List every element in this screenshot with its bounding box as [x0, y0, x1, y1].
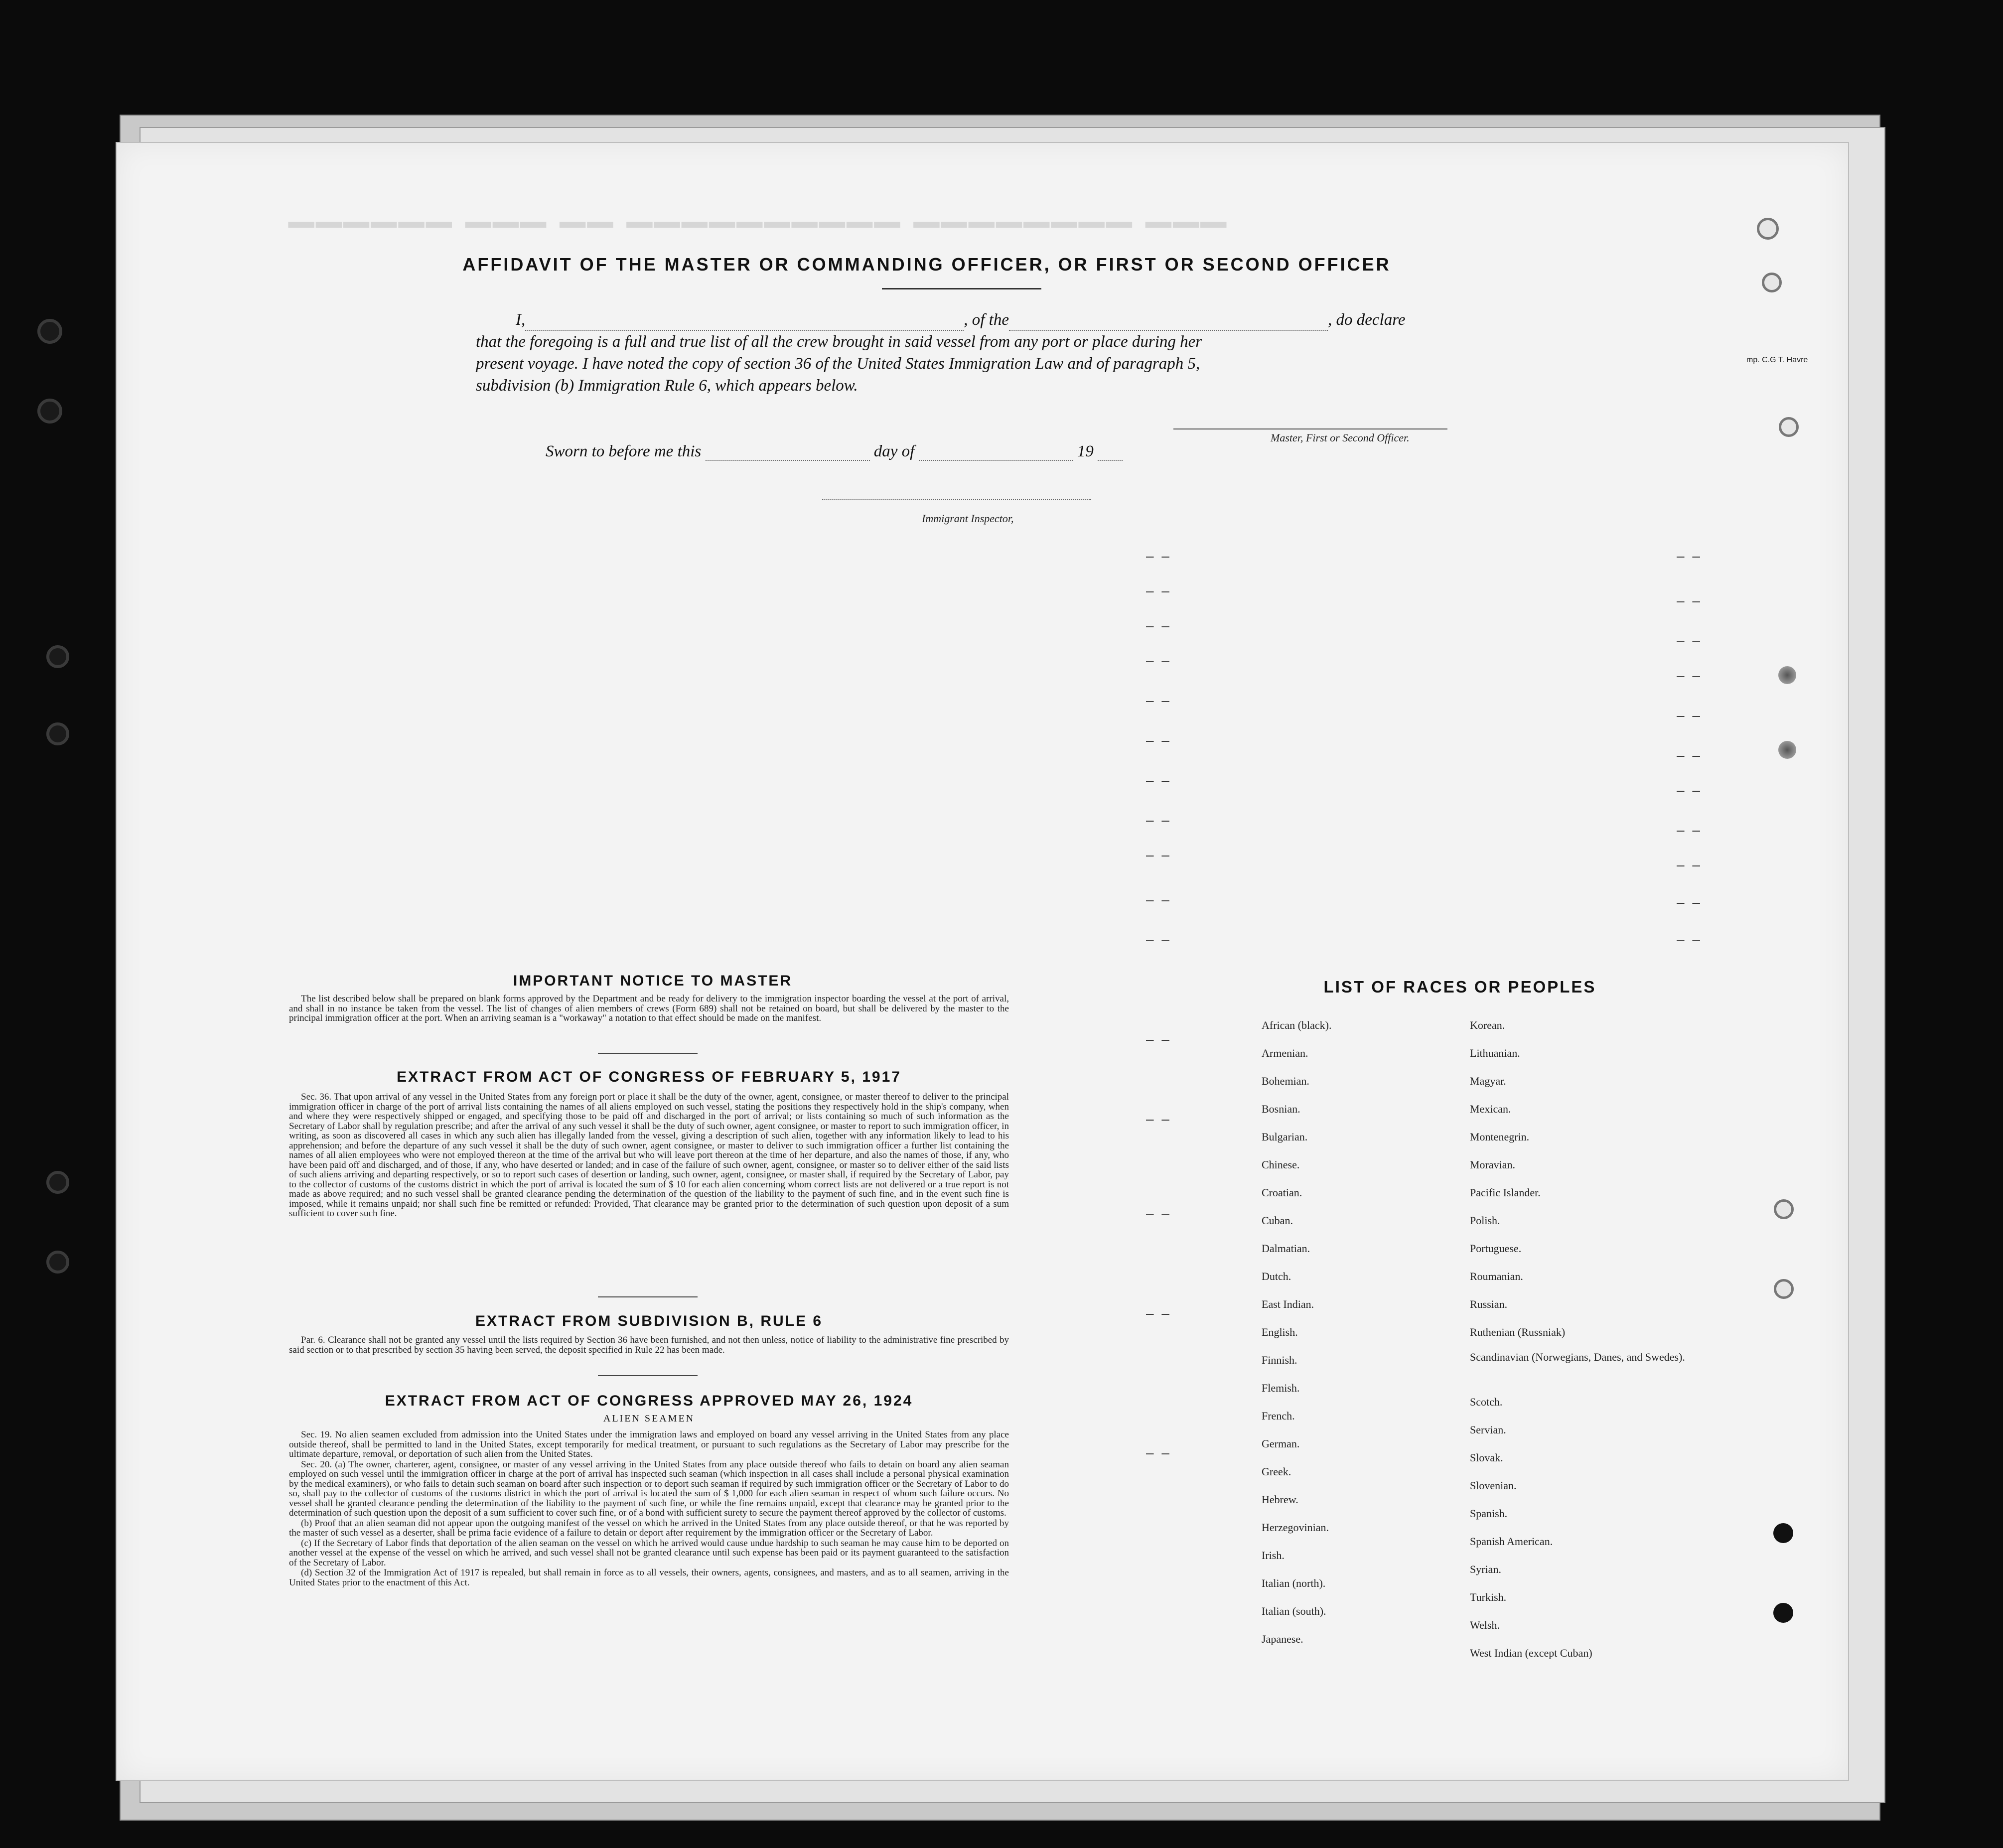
vessel-field[interactable] — [1009, 313, 1328, 331]
ditto-mark: – – — [1677, 633, 1702, 648]
binder-hole — [46, 1251, 69, 1274]
race-item: East Indian. — [1262, 1298, 1314, 1310]
day-field[interactable] — [706, 443, 870, 461]
ditto-mark: – – — [1146, 772, 1171, 788]
notice-text — [289, 994, 1009, 1024]
extract-1917-paragraph: Sec. 36. That upon arrival of any vessel in the United States from any foreign port or place it shall be the duty of the owner, agent, consignee, or master thereof to deliver to the principal immigration officer in charge of the port of arrival lists containing the names of all aliens employed on such vessel, stating the positions they respectively hold in the ship's company, when and where they were respectively shipped or engaged, and specifying those to be paid off and discharged in the port of arrival; or lists containing so much of such information as the Secretary of Labor shall by regulation prescribe; and after the arrival of any such vessel it shall be the duty of such owner, agent consignee, or master to report to such immigration officer, in writing, as soon as discovered all cases in which any such alien has illegally landed from the vessel, giving a description of such alien, together with any information likely to lead to his apprehension; and before the departure of any such vessel it shall be the duty of such owner, agent consignee, or master to deliver to such immigration officer a further list containing the names of all alien employees who were not employed thereon at the time of the arrival but who will leave port thereon at the time of her departure, and also the names of those, if any, who have been paid off and discharged, and of those, if any, who have deserted or landed; and in case of the failure of such owner, agent, consignee, or master so to deliver either of the said lists of such aliens arriving and departing respectively, or so to report such cases of desertion or landing, such owner, agent, consignee, or master shall, if required by the Secretary of Labor, pay to the collector of customs of the customs district in which the port of arrival is located the sum of $ 10 for each alien concerning whom correct lists are not delivered or a true report is not made as above required; and no such vessel shall be granted clearance pending the determination of the question of the liability to the payment of such fine, and in the event such fine is imposed, while it remains unpaid; nor shall such fine be remitted or refunded: Provided, That clearance may be granted prior to the determination of such question upon deposit of a sum sufficient to cover such fine. — [289, 1092, 1009, 1219]
race-item: Portuguese. — [1470, 1242, 1522, 1255]
extract-1917-title: EXTRACT FROM ACT OF CONGRESS OF FEBRUARY 5, 1917 — [397, 1069, 901, 1085]
declaration-do-declare: , do declare — [1327, 311, 1406, 329]
punch-hole — [1778, 666, 1796, 684]
race-item: Cuban. — [1262, 1214, 1293, 1227]
race-item: Hebrew. — [1262, 1493, 1298, 1506]
divider — [882, 288, 1041, 289]
affidavit-title: AFFIDAVIT OF THE MASTER OR COMMANDING OFFICER, OR FIRST OR SECOND OFFICER — [462, 254, 1391, 275]
ditto-mark: – – — [1677, 822, 1702, 838]
punch-hole — [1762, 273, 1782, 292]
rule6-title: EXTRACT FROM SUBDIVISION B, RULE 6 — [475, 1313, 823, 1329]
ditto-mark: – – — [1677, 894, 1702, 910]
ditto-mark: – – — [1677, 668, 1702, 683]
sworn-statement — [546, 442, 1123, 461]
extract-1924-paragraph: (d) Section 32 of the Immigration Act of 1917 is repealed, but shall remain in force as to all vessels, their owners, agents, consignees, and masters, and as to all seamen, arriving in the United States prior to the enactment of this Act. — [289, 1567, 1009, 1588]
race-item: Turkish. — [1470, 1591, 1507, 1603]
race-item: Spanish. — [1470, 1507, 1508, 1520]
race-item: Korean. — [1470, 1019, 1505, 1031]
race-item: Roumanian. — [1470, 1270, 1523, 1282]
extract-1924-paragraph: (b) Proof that an alien seaman did not appear upon the outgoing manifest of the vessel on which he arrived in the United States from any place outside thereof, or that he was reported by the master of such vessel as a deserter, shall be prima facie evidence of a failure to detain or deport after requirement by the immigration officer or the Secretary of Labor. — [289, 1518, 1009, 1538]
sworn-text: Sworn to before me this — [546, 442, 702, 460]
race-item: Bosnian. — [1262, 1103, 1300, 1115]
year-field[interactable] — [1098, 443, 1123, 461]
ditto-mark: – – — [1146, 583, 1171, 598]
punch-hole — [1774, 1279, 1794, 1299]
ditto-mark: – – — [1146, 653, 1171, 668]
notice-paragraph: The list described below shall be prepared on blank forms approved by the Department and be ready for delivery to the immigration inspector boarding the vessel at the port of arrival, and shall in no instance be taken from the vessel. The list of changes of alien members of crews (Form 689) shall not be retained on board, but shall be delivered by the master to the principal immigration officer at the port. When an arriving seaman is a "workaway" a notation to that effect should be made on the manifest. — [289, 994, 1009, 1023]
declaration-of-the: , of the — [964, 311, 1009, 329]
binder-hole — [37, 399, 62, 424]
notice-title: IMPORTANT NOTICE TO MASTER — [513, 973, 793, 989]
bleed-through-text: ▔▔▔ ▔▔▔▔▔▔▔▔ ▔▔▔▔▔▔▔▔▔▔ ▔▔ ▔▔▔ ▔▔▔▔▔▔ — [286, 223, 1226, 259]
rule6-paragraph: Par. 6. Clearance shall not be granted any vessel until the lists required by Section 36 have been furnished, and not then unless, notice of liability to the administrative fine prescribed by said section or to that prescribed by section 35 having been served, the deposit specified in Rule 22 has been made. — [289, 1335, 1009, 1355]
declaration-text — [476, 309, 1462, 397]
race-item: Irish. — [1262, 1549, 1285, 1562]
ditto-mark: – – — [1146, 732, 1171, 748]
punch-hole — [1774, 1199, 1794, 1219]
race-item: Spanish American. — [1470, 1535, 1553, 1548]
race-item: Montenegrin. — [1470, 1131, 1530, 1143]
month-field[interactable] — [919, 443, 1073, 461]
race-item: Welsh. — [1470, 1619, 1500, 1631]
race-item: Dalmatian. — [1262, 1242, 1310, 1255]
inspector-signature-label: Immigrant Inspector, — [922, 512, 1014, 525]
race-item: Moravian. — [1470, 1158, 1516, 1171]
race-item: Syrian. — [1470, 1563, 1501, 1575]
race-item: Scandinavian (Norwegians, Danes, and Swedes). — [1470, 1351, 1685, 1363]
inspector-signature-line[interactable] — [822, 499, 1091, 500]
ditto-mark: – – — [1146, 1445, 1171, 1460]
declaration-line: that the foregoing is a full and true list of all the crew brought in said vessel from any port or place during her — [476, 333, 1202, 351]
day-of-text: day of — [873, 442, 915, 460]
extract-1917-text — [289, 1092, 1009, 1219]
divider — [598, 1053, 698, 1054]
name-field[interactable] — [525, 313, 964, 331]
divider — [598, 1375, 698, 1376]
declaration-line: subdivision (b) Immigration Rule 6, which appears below. — [476, 377, 858, 395]
race-item: Herzegovinian. — [1262, 1521, 1329, 1534]
master-signature-line[interactable] — [1173, 428, 1447, 429]
ditto-mark: – – — [1677, 747, 1702, 763]
ditto-mark: – – — [1146, 1206, 1171, 1221]
ditto-mark: – – — [1146, 1031, 1171, 1047]
ditto-mark: – – — [1146, 812, 1171, 828]
race-item: Scotch. — [1470, 1396, 1503, 1408]
extract-1924-text — [289, 1430, 1009, 1588]
race-item: English. — [1262, 1326, 1298, 1338]
ditto-mark: – – — [1146, 1305, 1171, 1321]
binder-hole — [37, 319, 62, 344]
ditto-mark: – – — [1146, 693, 1171, 708]
ditto-mark: – – — [1677, 932, 1702, 947]
race-item: Finnish. — [1262, 1354, 1297, 1366]
race-item: Chinese. — [1262, 1158, 1300, 1171]
races-title: LIST OF RACES OR PEOPLES — [1323, 978, 1596, 996]
ditto-mark: – – — [1677, 548, 1702, 564]
ditto-mark: – – — [1146, 847, 1171, 862]
punch-hole — [1773, 1523, 1793, 1543]
binder-hole — [46, 722, 69, 745]
ditto-mark: – – — [1146, 618, 1171, 633]
master-signature-label: Master, First or Second Officer. — [1271, 431, 1410, 444]
race-item: Polish. — [1470, 1214, 1500, 1227]
races-column-1 — [1262, 1011, 1441, 1653]
extract-1924-paragraph: Sec. 19. No alien seamen excluded from admission into the United States under the immigration laws and employed on board any vessel arriving in the United States from any place outside thereof, shall be permitted to land in the United States, except temporarily for medical treatment, or pursuant to such regulations as the Secretary of Labor may prescribe for the ultimate departure, removal, or deportation of such alien from the United States. — [289, 1429, 1009, 1459]
race-item: Bohemian. — [1262, 1075, 1309, 1087]
extract-1924-subtitle: ALIEN SEAMEN — [603, 1413, 695, 1424]
race-item: Russian. — [1470, 1298, 1508, 1310]
race-item: Lithuanian. — [1470, 1047, 1520, 1059]
extract-1924-title: EXTRACT FROM ACT OF CONGRESS APPROVED MAY 26, 1924 — [385, 1393, 913, 1409]
race-item: Magyar. — [1470, 1075, 1506, 1087]
race-item: Servian. — [1470, 1423, 1506, 1436]
race-item: French. — [1262, 1410, 1295, 1422]
race-item: Croatian. — [1262, 1186, 1302, 1199]
printer-note: mp. C.G T. Havre — [1746, 356, 1808, 364]
race-item: Pacific Islander. — [1470, 1186, 1541, 1199]
race-item: Bulgarian. — [1262, 1131, 1308, 1143]
race-item: Armenian. — [1262, 1047, 1308, 1059]
ditto-mark: – – — [1677, 593, 1702, 608]
race-item: Italian (north). — [1262, 1577, 1326, 1589]
race-item: Greek. — [1262, 1465, 1291, 1478]
race-item: African (black). — [1262, 1019, 1332, 1031]
declaration-line: present voyage. I have noted the copy of section 36 of the United States Immigration Law and of paragraph 5, — [476, 355, 1200, 373]
ditto-mark: – – — [1677, 708, 1702, 723]
ditto-mark: – – — [1677, 857, 1702, 872]
ditto-mark: – – — [1677, 782, 1702, 798]
rule6-text — [289, 1335, 1009, 1355]
ditto-mark: – – — [1146, 892, 1171, 907]
ditto-mark: – – — [1146, 1111, 1171, 1127]
extract-1924-paragraph: Sec. 20. (a) The owner, charterer, agent, consignee, or master of any vessel arriving in the United States from any place outside thereof who fails to detain on board any alien seaman employed on such vessel until the immigration officer in charge at the port of arrival has inspected such seaman (which inspection in all cases shall include a personal physical examination by the medical examiners), or who fails to detain such seaman on board after such inspection or to deport such seaman if required by such immigration officer or the Secretary of Labor to do so, shall pay to the collector of customs of the customs district in which the port of arrival is located the sum of $ 1,000 for each alien seaman in respect of whom such failure occurs. No vessel shall be granted clearance pending the determination of the liability to the payment of such fine, or while the fine remains unpaid, except that clearance may be granted prior to the determination of such question upon the deposit of a sum sufficient to cover such fine, or of a bond with sufficient surety to secure the payment thereof approved by the collector of customs. — [289, 1459, 1009, 1518]
race-item: Flemish. — [1262, 1382, 1300, 1394]
extract-1924-paragraph: (c) If the Secretary of Labor finds that deportation of the alien seaman on the vessel on which he arrived would cause undue hardship to such seaman he may cause him to be deported on another vessel at the expense of the vessel on which he arrived, and such vessel shall not be granted clearance until such expense has been paid or its payment guaranteed to the satisfaction of the Secretary of Labor. — [289, 1538, 1009, 1568]
declaration-i: I, — [516, 311, 526, 329]
race-item: Slovenian. — [1470, 1479, 1517, 1492]
punch-hole — [1778, 741, 1796, 759]
ditto-mark: – – — [1146, 548, 1171, 564]
race-item: Dutch. — [1262, 1270, 1291, 1282]
year-text: 19 — [1077, 442, 1094, 460]
race-item: Mexican. — [1470, 1103, 1511, 1115]
race-item: German. — [1262, 1437, 1300, 1450]
punch-hole — [1773, 1603, 1793, 1623]
race-item: Slovak. — [1470, 1451, 1503, 1464]
race-item: Japanese. — [1262, 1633, 1303, 1645]
punch-hole — [1779, 417, 1799, 437]
binder-hole — [46, 1171, 69, 1194]
divider — [598, 1296, 698, 1297]
race-item: West Indian (except Cuban) — [1470, 1647, 1592, 1659]
binder-hole — [46, 645, 69, 668]
race-item: Italian (south). — [1262, 1605, 1326, 1617]
ditto-mark: – – — [1146, 932, 1171, 947]
punch-hole — [1757, 218, 1779, 240]
races-column-2 — [1470, 1011, 1685, 1667]
race-item: Ruthenian (Russniak) — [1470, 1326, 1566, 1338]
